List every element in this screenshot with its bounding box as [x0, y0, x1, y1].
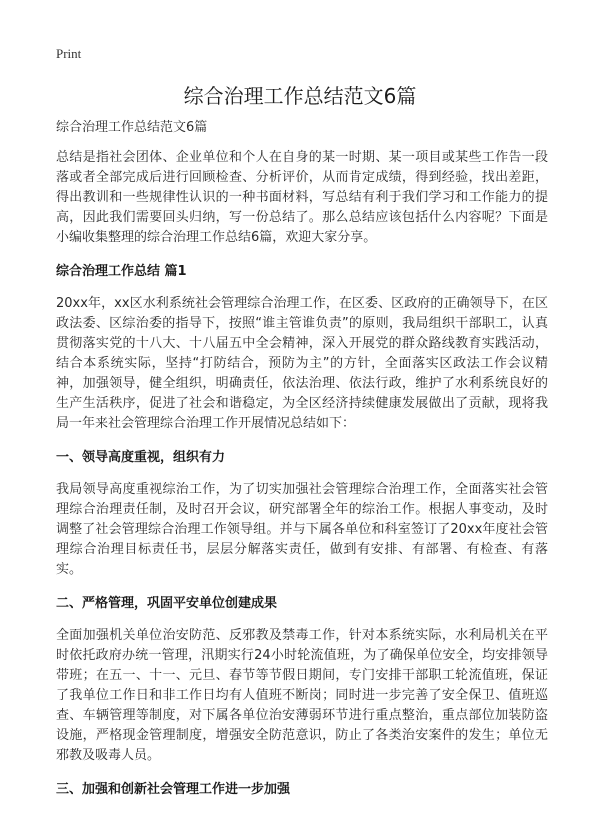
paragraph-1: 20xx年，xx区水利系统社会管理综合治理工作，在区委、区政府的正确领导下，在区政法委、区综治委的指导下，按照“谁主管谁负责”的原则，我局组织干部职工，认真贯彻落实党的十八大、十八届五中全会精神，深入开展党的群众路线教育实践活动，结合本系统实际，坚持“打防结合，预防为主”的方针，全面落实区政法工作会议精神，加强领导，健全组织，明确责任，依法治理、依法行政，维护了水利系统良好的生产生活秩序，促进了社会和谐稳定，为全区经济持续健康发展做出了贡献，现将我局一年来社会管理综合治理工作开展情况总结如下： — [56, 296, 548, 431]
section-heading: 综合治理工作总结 篇1 — [56, 264, 187, 279]
intro-paragraph: 总结是指社会团体、企业单位和个人在自身的某一时期、某一项目或某些工作告一段落或者全部完成后进行回顾检查、分析评价，从而肯定成绩，得到经验，找出差距，得出教训和一些规律性认识的一种书面材料，写总结有利于我们学习和工作能力的提高，因此我们需要回头归纳，写一份总结了。那么总结应该包括什么内容呢？下面是小编收集整理的综合治理工作总结6篇，欢迎大家分享。 — [56, 150, 548, 245]
article-body — [56, 118, 548, 812]
paragraph-2: 我局领导高度重视综治工作，为了切实加强社会管理综合治理工作，全面落实社会管理综合治理责任制，及时召开会议，研究部署全年的综治工作。根据人事变动，及时调整了社会管理综合治理工作领导组。并与下属各单位和科室签订了20xx年度社会管理综合治理目标责任书，层层分解落实责任，做到有安排、有部署、有检查、有落实。 — [56, 482, 548, 577]
heading-2: 二、严格管理，巩固平安单位创建成果 — [56, 596, 278, 611]
page-title: 综合治理工作总结范文6篇 — [183, 84, 417, 108]
print-link[interactable]: Print — [56, 46, 82, 61]
heading-1: 一、领导高度重视，组织有力 — [56, 450, 226, 465]
paragraph-3: 全面加强机关单位治安防范、反邪教及禁毒工作，针对本系统实际，水利局机关在平时依托政府办统一管理，汛期实行24小时轮流值班，为了确保单位安全，均安排领导带班；在五一、十一、元旦、春节等节假日期间，专门安排干部职工轮流值班，保证了我单位工作日和非工作日均有人值班不断岗；同时进一步完善了安全保卫、值班巡查、车辆管理等制度，对下属各单位治安薄弱环节进行重点整治，重点部位加装防盗设施，严格现金管理制度，增强安全防范意识，防止了各类治安案件的发生；单位无邪教及吸毒人员。 — [56, 628, 548, 763]
article-subtitle: 综合治理工作总结范文6篇 — [56, 120, 208, 135]
heading-3: 三、加强和创新社会管理工作进一步加强 — [56, 782, 291, 797]
